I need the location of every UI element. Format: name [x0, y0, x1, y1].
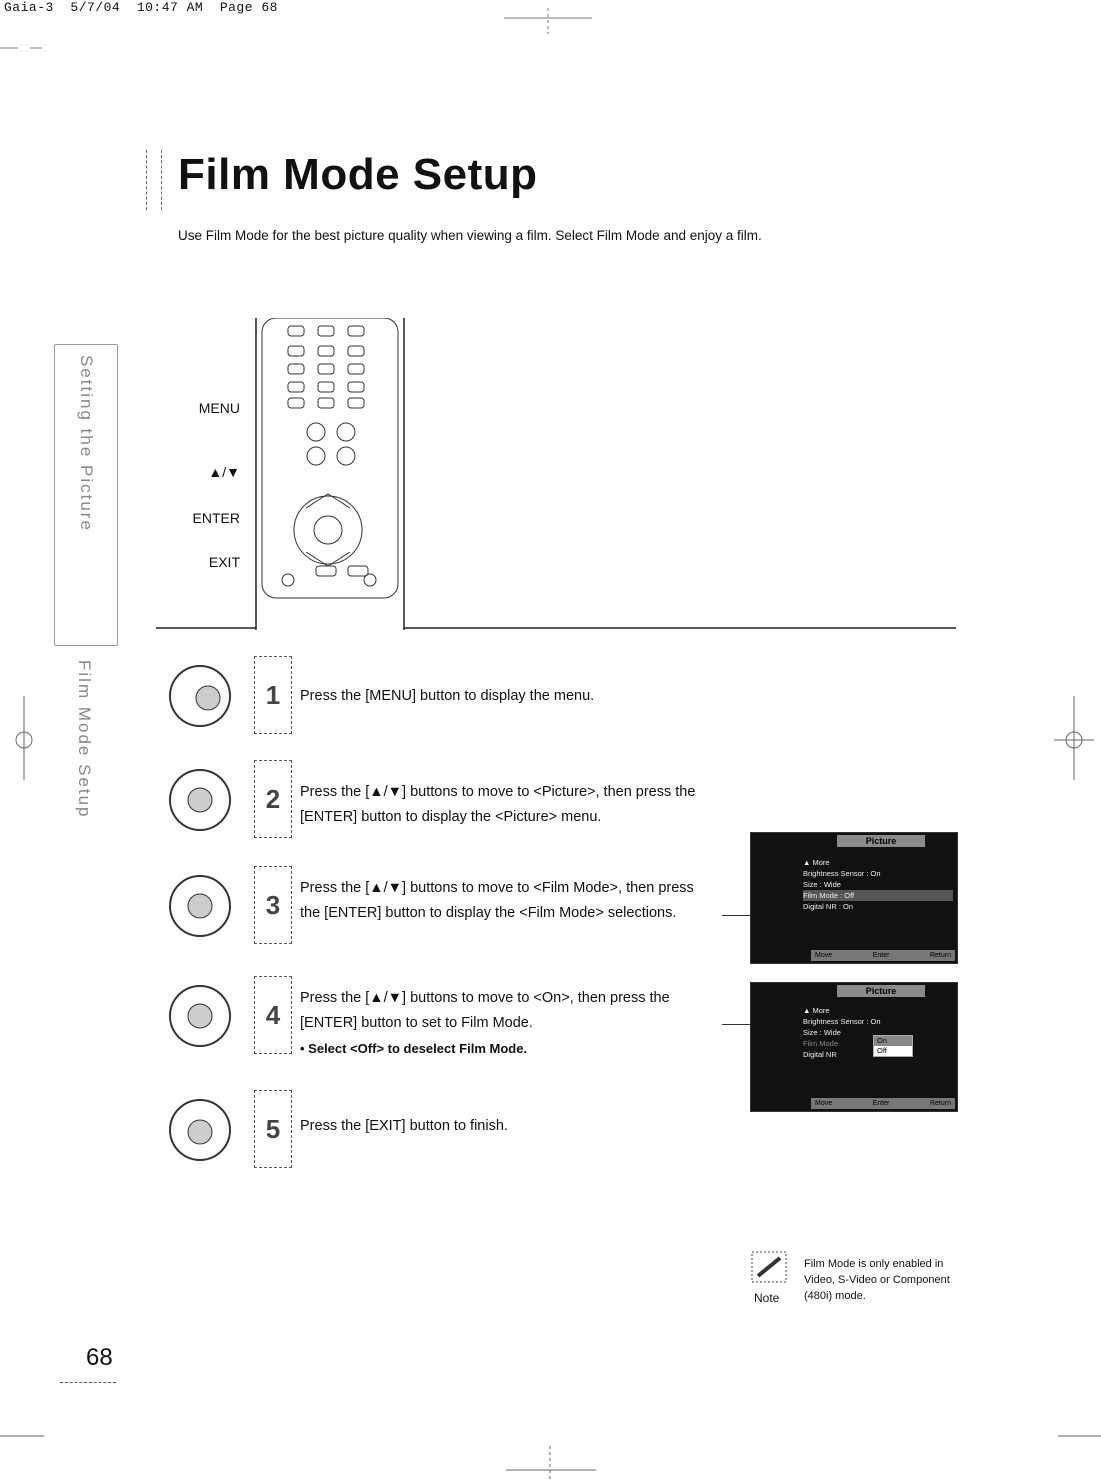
osd1-pointer-line — [722, 915, 750, 916]
step-5 — [160, 1090, 508, 1175]
osd1-row: Brightness Sensor : On — [803, 869, 881, 878]
step-2-number: 2 — [254, 760, 292, 838]
osd2-row: Size : Wide — [803, 1028, 841, 1037]
osd2-row: ▲ More — [803, 1006, 830, 1015]
osd1-row: Digital NR : On — [803, 902, 854, 911]
osd2-title: Picture — [837, 985, 925, 997]
osd1-footer-return: Return — [929, 952, 951, 959]
remote-label-exit: EXIT — [208, 554, 240, 570]
enter-dpad-icon — [160, 760, 240, 840]
osd1-footer-move: Move — [815, 952, 833, 959]
step-3-number: 3 — [254, 866, 292, 944]
step-3-text: Press the [▲/▼] buttons to move to <Film Mode>, then press the [ENTER] button to display the <Film Mode> selections. — [300, 880, 694, 921]
enter-dpad-icon — [160, 976, 240, 1056]
osd1-title: Picture — [837, 835, 925, 847]
remote-control-image — [156, 318, 956, 630]
step-4-subnote: • Select <Off> to deselect Film Mode. — [300, 1041, 528, 1056]
note-text: Film Mode is only enabled in Video, S-Video or Component (480i) mode. — [804, 1258, 950, 1302]
step-1 — [160, 656, 595, 741]
osd2-footer-move: Move — [815, 1100, 833, 1107]
step-4-text: Press the [▲/▼] buttons to move to <On>, then press the [ENTER] button to set to Film Mode. — [300, 990, 670, 1031]
side-tab-topic-label: Film Mode Setup — [75, 660, 94, 819]
step-5-number: 5 — [254, 1090, 292, 1168]
step-4 — [160, 976, 670, 1061]
step-2-text: Press the [▲/▼] buttons to move to <Picture>, then press the [ENTER] button to display the <Picture> menu. — [300, 784, 696, 825]
remote-label-menu: MENU — [198, 400, 240, 416]
osd1-row: ▲ More — [803, 858, 830, 867]
osd-picture-menu-film-mode-options — [750, 982, 958, 1112]
osd2-row: Digital NR — [803, 1050, 837, 1059]
step-1-number: 1 — [254, 656, 292, 734]
osd2-row: Film Mode — [803, 1039, 839, 1048]
menu-button-icon — [160, 656, 240, 736]
note-pencil-icon — [748, 1250, 790, 1286]
enter-dpad-icon — [160, 866, 240, 946]
osd2-option-on: On — [874, 1036, 912, 1046]
osd1-row: Size : Wide — [803, 880, 841, 889]
remote-illustration-area — [156, 318, 956, 630]
osd2-option-list — [873, 1035, 913, 1057]
osd1-footer — [811, 950, 955, 961]
osd2-row: Brightness Sensor : On — [803, 1017, 881, 1026]
side-tab-section-label: Setting the Picture — [77, 355, 96, 532]
intro-text: Use Film Mode for the best picture quality when viewing a film. Select Film Mode and enjoy a film. — [178, 228, 762, 243]
osd2-pointer-line — [722, 1024, 750, 1025]
crop-marks-bottom — [0, 1420, 1101, 1483]
side-tab-section — [54, 344, 118, 646]
note-label: Note — [754, 1291, 780, 1305]
crop-marks-top — [0, 0, 1101, 60]
registration-mark-left — [0, 690, 60, 790]
page-number: 68 — [86, 1344, 113, 1371]
print-header-meta: Gaia-3 5/7/04 10:47 AM Page 68 — [4, 0, 278, 15]
title-accent-bar — [146, 150, 162, 210]
osd2-footer — [811, 1098, 955, 1109]
osd2-option-off: Off — [877, 1046, 887, 1055]
step-5-text: Press the [EXIT] button to finish. — [300, 1118, 508, 1134]
page-title: Film Mode Setup — [178, 150, 538, 199]
note-block — [748, 1250, 950, 1305]
exit-button-icon — [160, 1090, 240, 1170]
osd2-footer-enter: Enter — [872, 1100, 890, 1107]
step-1-text: Press the [MENU] button to display the menu. — [300, 688, 595, 704]
step-2 — [160, 760, 696, 845]
remote-label-updown: ▲/▼ — [208, 464, 240, 480]
step-4-number: 4 — [254, 976, 292, 1054]
osd2-footer-return: Return — [929, 1100, 951, 1107]
registration-mark-right — [1048, 690, 1101, 790]
osd1-footer-enter: Enter — [872, 952, 890, 959]
page-number-rule — [60, 1382, 116, 1383]
osd1-row-selected: Film Mode : Off — [803, 890, 953, 901]
remote-label-enter: ENTER — [192, 510, 240, 526]
step-3 — [160, 866, 694, 951]
osd-picture-menu-film-mode — [750, 832, 958, 964]
